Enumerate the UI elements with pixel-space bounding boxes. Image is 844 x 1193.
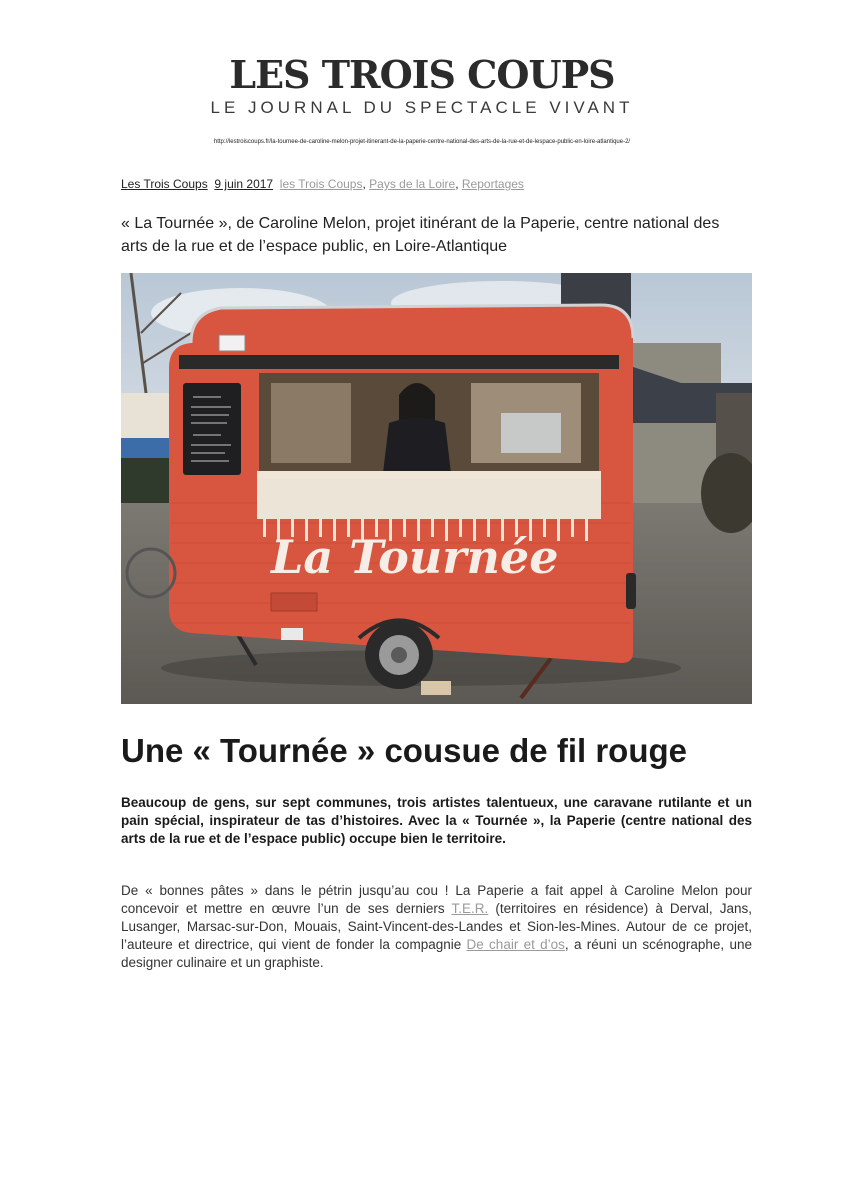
date-link[interactable]: 9 juin 2017 — [214, 177, 274, 191]
article-headline: Une « Tournée » cousue de fil rouge — [121, 732, 687, 769]
article-meta — [121, 177, 524, 191]
author-link[interactable]: Les Trois Coups — [121, 177, 208, 191]
masthead — [0, 52, 844, 118]
body-text-1: De « bonnes pâtes » dans le pétrin jusqu’au cou ! La Paperie a fait appel à Caroline Melon pour concevoir et mettre en œuvre l’un de ses derniers — [121, 883, 752, 916]
source-url: http://lestroiscoups.fr/la-tournee-de-caroline-melon-projet-itinerant-de-la-paperie-centre-national-des-arts-de-la-rue-et-de-lespace-public-en-loire-atlantique-2/ — [213, 139, 631, 145]
category-link-pays-de-la-loire[interactable]: Pays de la Loire — [369, 177, 456, 191]
article-photo — [121, 273, 752, 704]
body-text-3: , a réuni un scénographe, une designer culinaire et un graphiste. — [121, 937, 752, 970]
caravan-photo-illustration — [121, 273, 752, 704]
body-text-2: (territoires en résidence) à Derval, Jans, Lusanger, Marsac-sur-Don, Mouais, Saint-Vincent-des-Landes et Sion-les-Mines. Autour de ce projet, l’auteure et directrice, qui vient de fonder la compagnie — [121, 901, 753, 952]
article-subtitle: « La Tournée », de Caroline Melon, projet itinérant de la Paperie, centre national des arts de la rue et de l’espace public, en Loire-Atlantique — [121, 215, 720, 255]
site-tagline: LE JOURNAL DU SPECTACLE VIVANT — [210, 98, 634, 117]
caravan-lettering: La Tournée — [271, 530, 559, 584]
ter-link[interactable]: T.E.R. — [451, 901, 489, 916]
category-separator: , — [362, 177, 370, 191]
site-logo-title[interactable]: LES TROIS COUPS — [229, 52, 615, 97]
category-separator: , — [455, 177, 462, 191]
category-link-les-trois-coups[interactable]: les Trois Coups — [279, 177, 363, 191]
category-link-reportages[interactable]: Reportages — [461, 177, 524, 191]
article-body-paragraph — [121, 882, 752, 972]
article-lead: Beaucoup de gens, sur sept communes, trois artistes talentueux, une caravane rutilante et un pain spécial, inspirateur de tas d’histoires. Avec la « Tournée », la Paperie (centre national des arts de la rue et de l’espace public) occupe bien le territoire. — [121, 795, 752, 846]
company-link[interactable]: De chair et d’os — [466, 937, 565, 952]
